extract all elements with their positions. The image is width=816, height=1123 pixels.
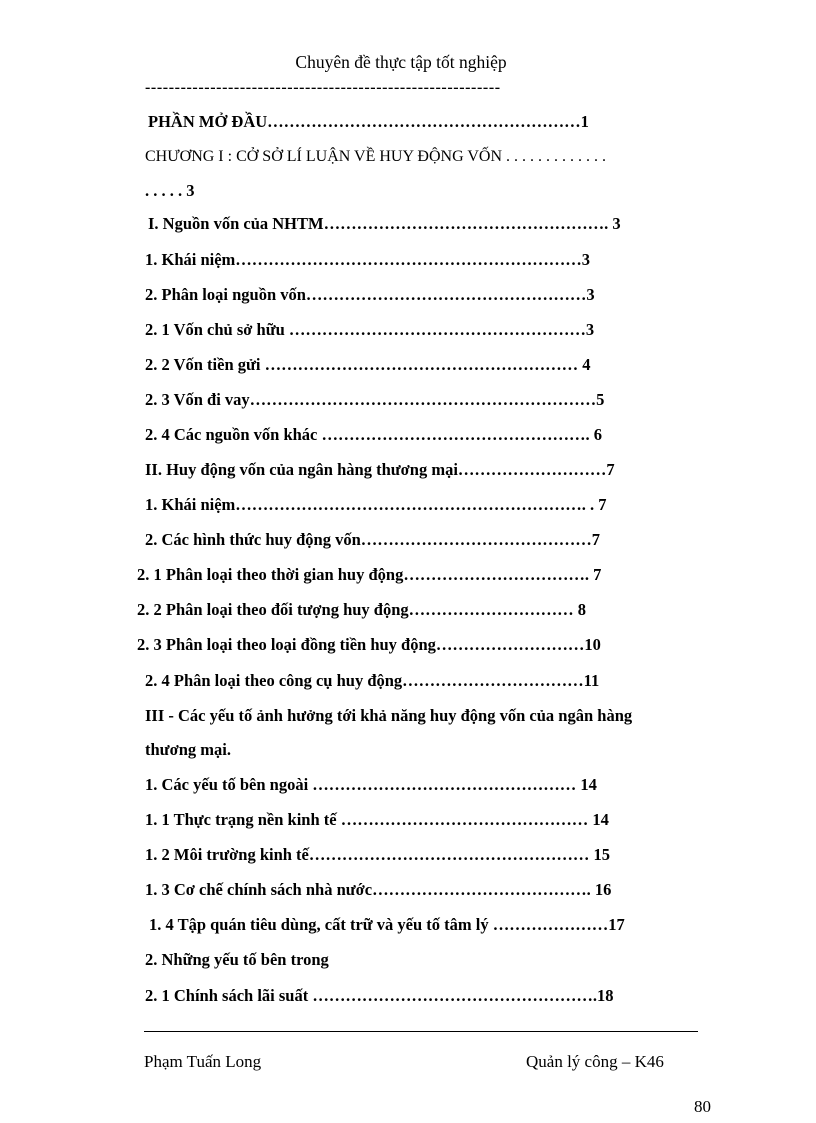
toc-entry: 2. Các hình thức huy động vốn……………………………………7: [145, 530, 601, 549]
toc-entry: 2. 4 Phân loại theo công cụ huy động……………………………11: [145, 671, 600, 690]
toc-entry: PHẦN MỞ ĐẦU…………………………………………………1: [148, 112, 589, 131]
toc-entry: 2. 3 Vốn đi vay………………………………………………………5: [145, 390, 605, 409]
toc-entry: 1. Khái niệm………………………………………………………. . 7: [145, 495, 607, 514]
toc-entry: . . . . . 3: [145, 181, 195, 200]
toc-entry: 1. 3 Cơ chế chính sách nhà nước…………………………………. 16: [145, 880, 612, 899]
toc-entry: 2. 1 Chính sách lãi suất …………………………………………….18: [145, 986, 614, 1005]
footer-author: Phạm Tuấn Long: [144, 1052, 262, 1071]
toc-entry: II. Huy động vốn của ngân hàng thương mại………………………7: [145, 460, 615, 479]
toc-entry: 2. 4 Các nguồn vốn khác …………………………………………. 6: [145, 425, 602, 444]
toc-entry: 1. 1 Thực trạng nền kinh tế ……………………………………… 14: [145, 810, 609, 829]
toc-entry: I. Nguồn vốn của NHTM……………………………………………. 3: [148, 214, 621, 233]
page-header-title: Chuyên đề thực tập tốt nghiệp: [295, 52, 507, 72]
toc-entry: 2. 2 Vốn tiền gửi ………………………………………………… 4: [145, 355, 591, 374]
toc-entry: III - Các yếu tố ảnh hưởng tới khả năng huy động vốn của ngân hàng: [145, 706, 633, 725]
toc-entry: 2. 1 Phân loại theo thời gian huy động……………………………. 7: [137, 565, 602, 584]
toc-entry: 2. Những yếu tố bên trong: [145, 950, 329, 969]
footer-class: Quản lý công – K46: [526, 1052, 664, 1071]
toc-entry: 1. Khái niệm………………………………………………………3: [145, 250, 591, 269]
toc-entry: 1. 4 Tập quán tiêu dùng, cất trữ và yếu tố tâm lý …………………17: [149, 915, 625, 934]
toc-entry: 1. 2 Môi trường kinh tế…………………………………………… 15: [145, 845, 610, 864]
toc-entry: 2. Phân loại nguồn vốn……………………………………………3: [145, 285, 595, 304]
toc-entry: 2. 1 Vốn chủ sở hữu ………………………………………………3: [145, 320, 595, 339]
page-number: 80: [694, 1097, 711, 1116]
toc-entry: CHƯƠNG I : CỞ SỞ LÍ LUẬN VỀ HUY ĐỘNG VỐN . . . . . . . . . . . . .: [145, 148, 606, 165]
header-dash-rule: ------------------------------------------------------------: [145, 79, 501, 96]
toc-entry: 2. 3 Phân loại theo loại đồng tiền huy động………………………10: [137, 635, 601, 654]
toc-entry: thương mại.: [145, 740, 231, 759]
footer-divider: [144, 1031, 698, 1032]
toc-entry: 2. 2 Phân loại theo đối tượng huy động………………………… 8: [137, 600, 587, 619]
toc-entry: 1. Các yếu tố bên ngoài ………………………………………… 14: [145, 775, 597, 794]
